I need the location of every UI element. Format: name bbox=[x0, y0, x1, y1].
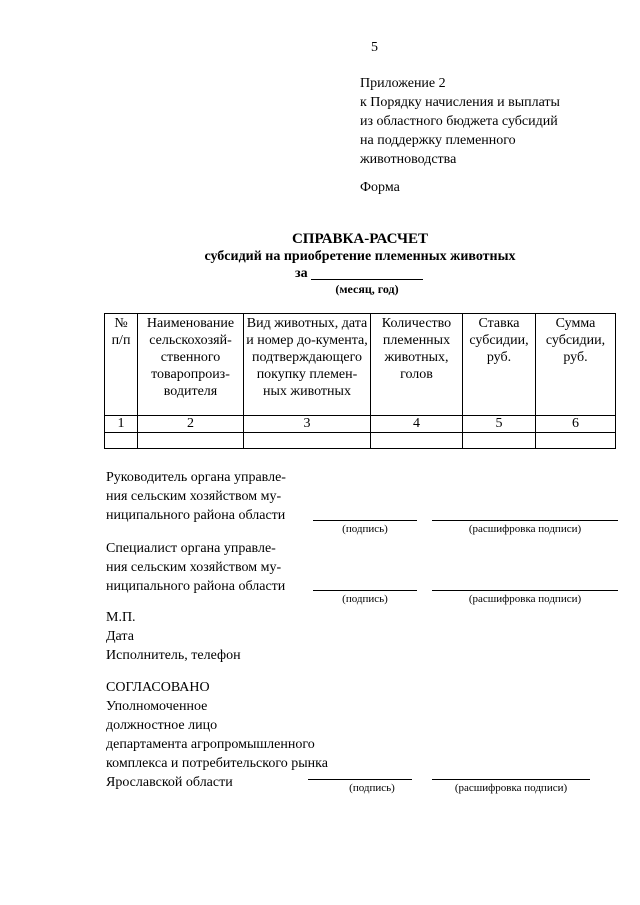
decode-line bbox=[432, 590, 618, 591]
calculation-table bbox=[104, 313, 616, 449]
column-number: 4 bbox=[371, 416, 463, 433]
appendix-block bbox=[360, 74, 560, 169]
header-cell-animal-type: Вид животных, дата и номер до-кумента, подтверждающего покупку племен-ных животных bbox=[244, 314, 371, 416]
stamp-block bbox=[106, 608, 241, 665]
table-cell bbox=[138, 433, 244, 449]
table-cell bbox=[371, 433, 463, 449]
column-number: 3 bbox=[244, 416, 371, 433]
signer-line: ния сельским хозяйством му- bbox=[106, 560, 282, 575]
approval-line: комплекса и потребительского рынка bbox=[106, 756, 328, 771]
header-cell-quantity: Количество племенных животных, голов bbox=[371, 314, 463, 416]
decode-line bbox=[432, 779, 590, 780]
table-cell bbox=[244, 433, 371, 449]
table-cell bbox=[463, 433, 536, 449]
signature-line bbox=[308, 779, 412, 780]
signer-line: Руководитель органа управле- bbox=[106, 470, 286, 485]
decode-caption: (расшифровка подписи) bbox=[468, 593, 582, 605]
signature-caption: (подпись) bbox=[342, 523, 388, 535]
signer-head-label bbox=[106, 468, 286, 525]
header-cell-number: № п/п bbox=[105, 314, 138, 416]
approval-heading: СОГЛАСОВАНО bbox=[106, 680, 210, 695]
decode-caption: (расшифровка подписи) bbox=[454, 782, 568, 794]
decode-line bbox=[432, 520, 618, 521]
approval-line: должностное лицо bbox=[106, 718, 218, 733]
column-number: 6 bbox=[536, 416, 616, 433]
table-header-row bbox=[105, 314, 616, 416]
appendix-line: из областного бюджета субсидий bbox=[360, 114, 558, 129]
decode-caption: (расшифровка подписи) bbox=[468, 523, 582, 535]
approval-line: Уполномоченное bbox=[106, 699, 208, 714]
appendix-line: животноводства bbox=[360, 152, 457, 167]
document-subtitle: субсидий на приобретение племенных животных bbox=[204, 249, 516, 264]
header-cell-rate: Ставка субсидии, руб. bbox=[463, 314, 536, 416]
column-number: 5 bbox=[463, 416, 536, 433]
table-cell bbox=[536, 433, 616, 449]
table-cell bbox=[105, 433, 138, 449]
form-label: Форма bbox=[360, 180, 400, 195]
approval-block bbox=[106, 678, 328, 792]
document-title: СПРАВКА-РАСЧЕТ bbox=[291, 231, 429, 247]
period-underline bbox=[311, 279, 423, 280]
date-label: Дата bbox=[106, 629, 134, 644]
appendix-line: Приложение 2 bbox=[360, 76, 446, 91]
signer-specialist-label bbox=[106, 539, 285, 596]
header-cell-sum: Сумма субсидии, руб. bbox=[536, 314, 616, 416]
appendix-line: к Порядку начисления и выплаты bbox=[360, 95, 560, 110]
signer-line: Специалист органа управле- bbox=[106, 541, 276, 556]
period-caption: (месяц, год) bbox=[335, 282, 399, 296]
signature-line bbox=[313, 520, 417, 521]
signer-line: ния сельским хозяйством му- bbox=[106, 489, 282, 504]
table-number-row bbox=[105, 416, 616, 433]
executor-label: Исполнитель, телефон bbox=[106, 648, 241, 663]
table-row bbox=[105, 433, 616, 449]
column-number: 2 bbox=[138, 416, 244, 433]
column-number: 1 bbox=[105, 416, 138, 433]
page-number: 5 bbox=[371, 40, 378, 55]
signer-line: ниципального района области bbox=[106, 579, 286, 594]
approval-line: Ярославской области bbox=[106, 775, 233, 790]
signature-caption: (подпись) bbox=[349, 782, 395, 794]
appendix-line: на поддержку племенного bbox=[360, 133, 516, 148]
stamp-mark: М.П. bbox=[106, 610, 136, 625]
signature-caption: (подпись) bbox=[342, 593, 388, 605]
header-cell-producer: Наименование сельскохозяй-ственного товаропроиз-водителя bbox=[138, 314, 244, 416]
approval-line: департамента агропромышленного bbox=[106, 737, 315, 752]
signer-line: ниципального района области bbox=[106, 508, 286, 523]
period-prefix: за bbox=[295, 266, 308, 281]
signature-line bbox=[313, 590, 417, 591]
